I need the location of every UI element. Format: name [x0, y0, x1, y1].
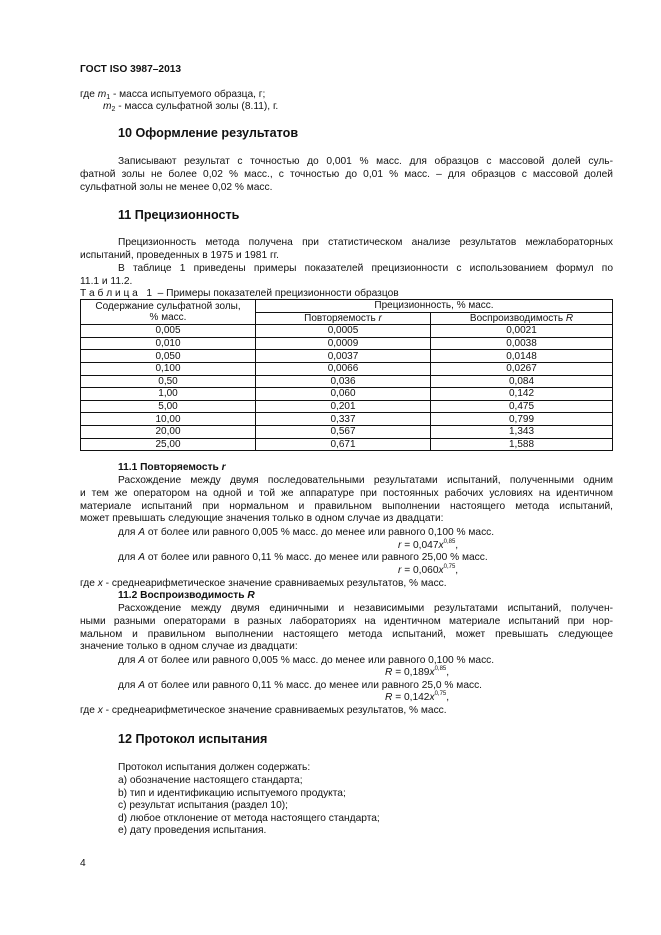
table-row: [81, 413, 613, 426]
cell-reproducibility: 0,475: [431, 400, 613, 413]
paragraph-line: ными разными операторами в разных лабораториях на идентичном материале испытаний при нор-: [80, 615, 613, 627]
section-11-title: 11 Прецизионность: [118, 208, 240, 222]
cell-reproducibility: 0,084: [431, 375, 613, 388]
cell-repeatability: 0,060: [256, 388, 431, 401]
cell-repeatability: 0,0009: [256, 337, 431, 350]
paragraph-line: Записывают результат с точностью до 0,001 % масс. для образцов с массовой долей суль-: [118, 156, 613, 167]
condition-text: для A от более или равного 0,005 % масс. до менее или равного 0,100 % масс.: [118, 527, 495, 538]
subsection-11-2-title: 11.2 Воспроизводимость R: [118, 590, 255, 601]
cell-ash-content: 25,00: [81, 438, 256, 451]
cell-reproducibility: 1,343: [431, 425, 613, 438]
paragraph-line: Расхождение между двумя единичными и независимыми результатами испытаний, получен-: [118, 603, 613, 614]
condition-11-2-b: для A от более или равного 0,11 % масс. до менее или равного 25,0 % масс.: [118, 680, 482, 691]
paragraph-line: сульфатной золы не менее 0,02 % масс.: [80, 181, 273, 193]
cell-repeatability: 0,567: [256, 425, 431, 438]
paragraph-line: В таблице 1 приведены примеры показателей прецизионности с использованием формул по: [118, 263, 613, 274]
protocol-item-e: e) дату проведения испытания.: [118, 825, 267, 836]
section-10-title: 10 Оформление результатов: [118, 126, 299, 140]
table-row: [81, 337, 613, 350]
cell-ash-content: 20,00: [81, 425, 256, 438]
cell-ash-content: 10,00: [81, 413, 256, 426]
formula-11-1-a: $r = 0,047x^{0,85}$,: [398, 539, 459, 551]
table-body: [81, 325, 613, 451]
cell-repeatability: 0,337: [256, 413, 431, 426]
protocol-item-c: c) результат испытания (раздел 10);: [118, 800, 288, 811]
cell-ash-content: 0,50: [81, 375, 256, 388]
cell-reproducibility: 0,799: [431, 413, 613, 426]
cell-repeatability: 0,201: [256, 400, 431, 413]
table-row: [81, 325, 613, 338]
page-number: 4: [80, 858, 86, 869]
paragraph-line: Расхождение между двумя последовательными результатами испытаний, полученными одним: [118, 475, 613, 486]
table-caption: Т а б л и ц а 1 – Примеры показателей прецизионности образцов: [80, 288, 399, 299]
paragraph-line: мальном и правильном выполнении настоящего метода испытаний, может превышать следующее: [80, 628, 613, 640]
paragraph-line: значение только в одном случае из двадцати:: [80, 641, 298, 653]
condition-text: для A от более или равного 0,11 % масс. до менее или равного 25,00 % масс.: [118, 552, 488, 563]
cell-ash-content: 1,00: [81, 388, 256, 401]
table-header-repeatability: [256, 312, 431, 325]
condition-11-1-b: [118, 552, 488, 564]
table-row: [81, 438, 613, 451]
subsection-11-1-paragraph: [80, 475, 613, 526]
table-row: [81, 388, 613, 401]
protocol-item-b: b) тип и идентификацию испытуемого продукта;: [118, 788, 346, 799]
cell-reproducibility: 0,0038: [431, 337, 613, 350]
where-line-1: где $m_1$ - масса испытуемого образца, г;: [80, 89, 266, 101]
cell-ash-content: 0,010: [81, 337, 256, 350]
condition-11-1-a: [118, 527, 494, 539]
condition-11-2-a: для A от более или равного 0,005 % масс. до менее или равного 0,100 % масс.: [118, 655, 495, 666]
table-row: [81, 362, 613, 375]
formula-11-2-b: $R = 0,142x^{0,75}$,: [385, 691, 450, 703]
section-12-intro: Протокол испытания должен содержать:: [118, 762, 311, 773]
table-header-precision: Прецизионность, % масс.: [256, 300, 613, 313]
section-11-paragraph-2: [80, 263, 613, 289]
where-x-11-1: где x - среднеарифметическое значение сравниваемых результатов, % масс.: [80, 578, 447, 589]
formula-11-2-a: $R = 0,189x^{0,85}$,: [385, 666, 450, 678]
table-header-reproducibility: [431, 312, 613, 325]
cell-ash-content: 0,050: [81, 350, 256, 363]
cell-reproducibility: 0,0021: [431, 325, 613, 338]
paragraph-line: материале испытаний при нормальном и правильном выполнении настоящего метода испытаний,: [80, 500, 613, 512]
table-row: [81, 350, 613, 363]
cell-reproducibility: 1,588: [431, 438, 613, 451]
cell-repeatability: 0,036: [256, 375, 431, 388]
cell-ash-content: 0,005: [81, 325, 256, 338]
paragraph-line: Прецизионность метода получена при статистическом анализе результатов межлабораторных: [118, 237, 613, 248]
paragraph-line: фатной золы не более 0,02 % масс., с точностью до 0,01 % масс. – для образцов с массовой долей: [80, 168, 613, 180]
cell-reproducibility: 0,0148: [431, 350, 613, 363]
paragraph-line: может превышать следующие значения только в одном случае из двадцати:: [80, 513, 444, 525]
subsection-11-1-title: 11.1 Повторяемость r: [118, 462, 226, 473]
cell-repeatability: 0,671: [256, 438, 431, 451]
header-line: Содержание сульфатной золы,: [95, 301, 241, 313]
table-row: [81, 425, 613, 438]
cell-ash-content: 0,100: [81, 362, 256, 375]
repeatability-header-label: Повторяемость r: [304, 312, 382, 324]
section-12-title: 12 Протокол испытания: [118, 732, 268, 746]
header-line: % масс.: [149, 312, 187, 324]
where-x-11-2: где x - среднеарифметическое значение сравниваемых результатов, % масс.: [80, 705, 447, 716]
document-code: ГОСТ ISO 3987–2013: [80, 64, 182, 75]
cell-reproducibility: 0,0267: [431, 362, 613, 375]
paragraph-line: 11.1 и 11.2.: [80, 275, 133, 287]
protocol-item-a: а) обозначение настоящего стандарта;: [118, 775, 303, 786]
paragraph-line: испытаний, проведенных в 1975 и 1981 гг.: [80, 249, 279, 261]
section-11-paragraph-1: [80, 237, 613, 263]
protocol-item-d: d) любое отклонение от метода настоящего стандарта;: [118, 813, 380, 824]
cell-repeatability: 0,0066: [256, 362, 431, 375]
subsection-11-2-paragraph: [80, 603, 613, 654]
section-10-paragraph: [80, 156, 613, 194]
table-row: [81, 375, 613, 388]
where-line-2: $m_2$ - масса сульфатной золы (8.11), г.: [103, 101, 279, 113]
table-header-content: [81, 300, 256, 325]
cell-ash-content: 5,00: [81, 400, 256, 413]
table-row: [81, 400, 613, 413]
precision-table: [80, 299, 613, 451]
formula-11-1-b: $r = 0,060x^{0,75}$,: [398, 564, 459, 576]
paragraph-line: и тем же оператором на одной и той же аппаратуре при постоянных рабочих условиях на идентичном: [80, 487, 613, 499]
reproducibility-header-label: Воспроизводимость R: [469, 312, 574, 324]
cell-repeatability: 0,0005: [256, 325, 431, 338]
cell-reproducibility: 0,142: [431, 388, 613, 401]
cell-repeatability: 0,0037: [256, 350, 431, 363]
